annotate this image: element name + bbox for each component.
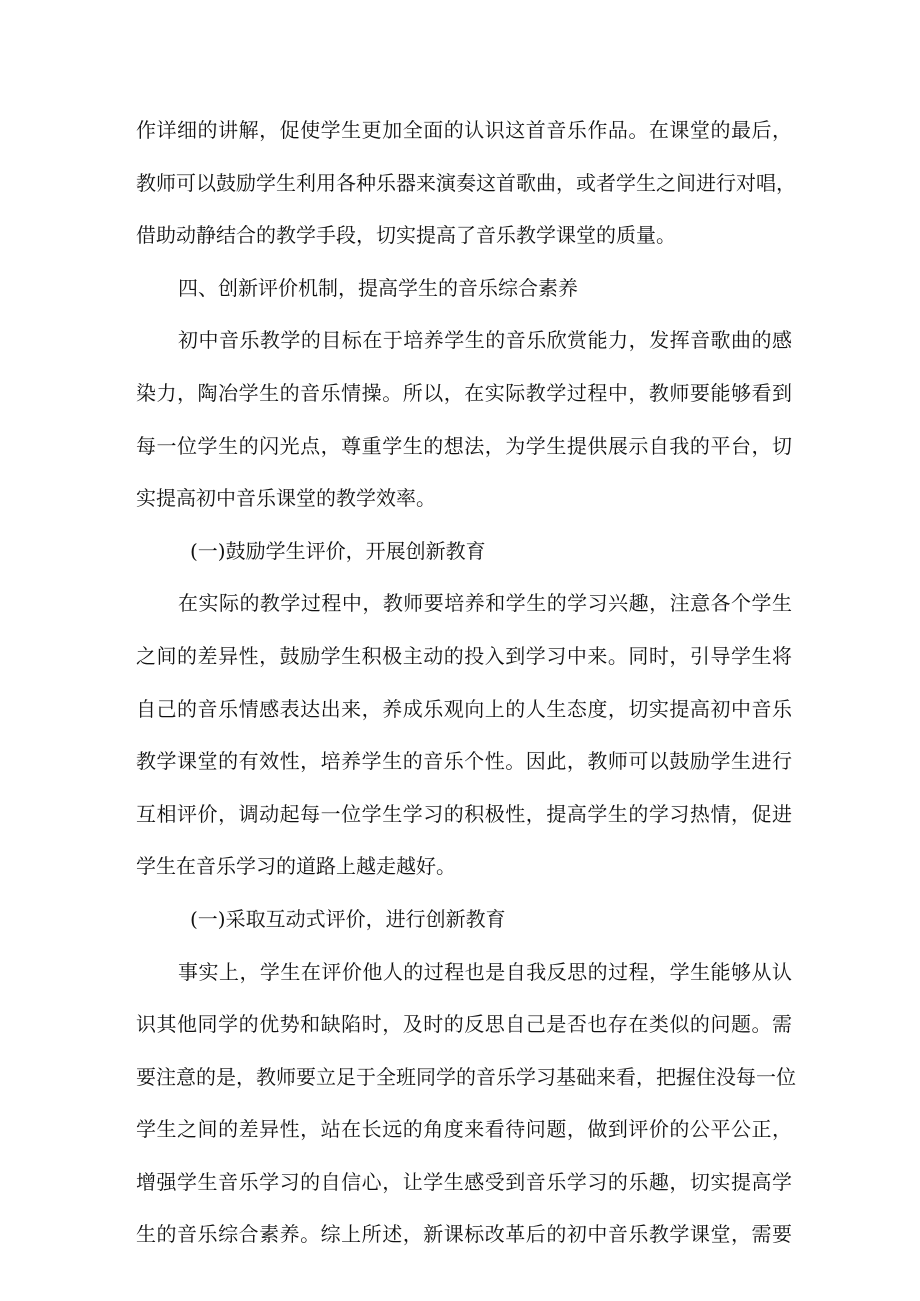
- subsection-heading: (一)鼓励学生评价，开展创新教育: [190, 538, 486, 563]
- text-line: 自己的音乐情感表达出来，养成乐观向上的人生态度，切实提高初中音乐: [136, 696, 792, 721]
- text-line: 实提高初中音乐课堂的教学效率。: [136, 486, 436, 511]
- text-line: 增强学生音乐学习的自信心，让学生感受到音乐学习的乐趣，切实提高学: [136, 1169, 792, 1194]
- text-line: 学生在音乐学习的道路上越走越好。: [136, 854, 456, 879]
- text-line: 识其他同学的优势和缺陷时，及时的反思自己是否也存在类似的问题。需: [136, 1012, 792, 1037]
- subsection-heading: (一)采取互动式评价，进行创新教育: [190, 906, 506, 931]
- text-line: 染力，陶冶学生的音乐情操。所以，在实际教学过程中，教师要能够看到: [136, 380, 792, 405]
- text-line: 互相评价，调动起每一位学生学习的积极性，提高学生的学习热情，促进: [136, 801, 792, 826]
- text-line: 初中音乐教学的目标在于培养学生的音乐欣赏能力，发挥音歌曲的感: [178, 328, 792, 353]
- text-line: 教师可以鼓励学生利用各种乐器来演奏这首歌曲，或者学生之间进行对唱，: [136, 170, 796, 195]
- text-line: 教学课堂的有效性，培养学生的音乐个性。因此，教师可以鼓励学生进行: [136, 749, 792, 774]
- section-heading: 四、创新评价机制，提高学生的音乐综合素养: [178, 275, 578, 300]
- text-line: 之间的差异性，鼓励学生积极主动的投入到学习中来。同时，引导学生将: [136, 643, 792, 668]
- document-body: [136, 104, 796, 1261]
- text-line: 要注意的是，教师要立足于全班同学的音乐学习基础来看，把握住没每一位: [136, 1064, 796, 1089]
- text-line: 借助动静结合的教学手段，切实提高了音乐教学课堂的质量。: [136, 223, 676, 248]
- text-line: 在实际的教学过程中，教师要培养和学生的学习兴趣，注意各个学生: [178, 591, 792, 616]
- text-line: 生的音乐综合素养。综上所述，新课标改革后的初中音乐教学课堂，需要: [136, 1222, 792, 1247]
- text-line: 事实上，学生在评价他人的过程也是自我反思的过程，学生能够从认: [178, 959, 792, 984]
- text-line: 学生之间的差异性，站在长远的角度来看待问题，做到评价的公平公正，: [136, 1117, 792, 1142]
- text-line: 作详细的讲解，促使学生更加全面的认识这首音乐作品。在课堂的最后，: [136, 118, 792, 142]
- text-line: 每一位学生的闪光点，尊重学生的想法，为学生提供展示自我的平台，切: [136, 433, 792, 458]
